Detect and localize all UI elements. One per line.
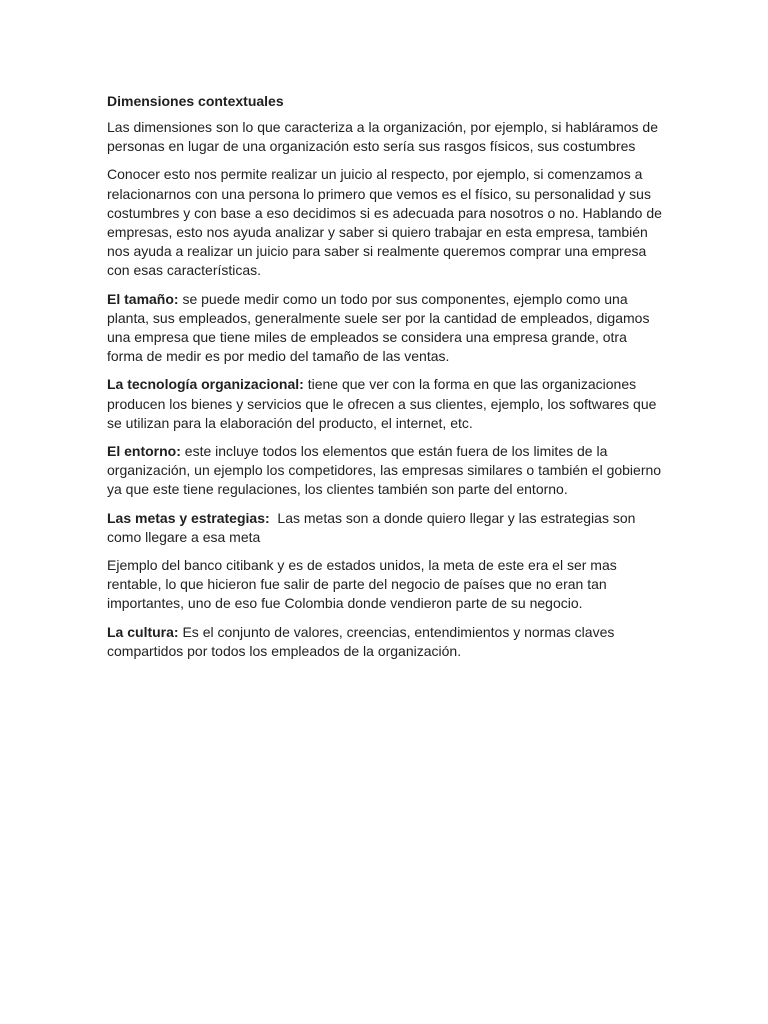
document-page (107, 92, 663, 670)
paragraph-goals-strategies (107, 509, 663, 547)
paragraph-text: tiene que ver con la forma en que las organizaciones producen los bienes y servicios que le ofrecen a sus clientes, ejemplo, los softwares que se utilizan para la elaboración del producto, el internet, etc. (107, 376, 657, 431)
paragraph-size (107, 290, 663, 367)
paragraph-definition (107, 118, 663, 156)
paragraph-technology (107, 375, 663, 433)
paragraph-label: El entorno: (107, 443, 181, 460)
paragraph-environment (107, 442, 663, 500)
paragraph-text: se puede medir como un todo por sus componentes, ejemplo como una planta, sus empleados, generalmente suele ser por la cantidad de empleados, digamos una empresa que tiene miles de empleados se considera una empresa grande, otra forma de medir es por medio del tamaño de las ventas. (107, 290, 650, 365)
paragraph-label: El tamaño: (107, 290, 179, 307)
paragraph-text: Conocer esto nos permite realizar un juicio al respecto, por ejemplo, si comenzamos a relacionarnos con una persona lo primero que vemos es el físico, su personalidad y sus costumbres y con base a eso decidimos si es adecuada para nosotros o no. Hablando de empresas, esto nos ayuda analizar y saber si quiero trabajar en esta empresa, también nos ayuda a realizar un juicio para saber si realmente queremos comprar una empresa con esas características. (107, 166, 662, 279)
paragraph-text: este incluye todos los elementos que están fuera de los limites de la organización, un ejemplo los competidores, las empresas similares o también el gobierno ya que este tiene regulaciones, los clientes también son parte del entorno. (107, 443, 662, 498)
paragraph-culture (107, 623, 663, 661)
paragraph-text: Las dimensiones son lo que caracteriza a la organización, por ejemplo, si habláramos de personas en lugar de una organización esto sería sus rasgos físicos, sus costumbres (107, 119, 658, 155)
paragraph-text: Las metas son a donde quiero llegar y las estrategias son como llegare a esa meta (107, 509, 640, 545)
paragraph-label: La tecnología organizacional: (107, 376, 304, 393)
paragraph-judgement (107, 165, 663, 280)
paragraph-text: Ejemplo del banco citibank y es de estados unidos, la meta de este era el ser mas rentable, lo que hicieron fue salir de parte del negocio de países que no eran tan importantes, uno de eso fue Colombia donde vendieron parte de su negocio. (107, 557, 617, 612)
paragraph-citibank-example (107, 556, 663, 614)
paragraph-text: Es el conjunto de valores, creencias, entendimientos y normas claves compartidos por todos los empleados de la organización. (107, 623, 615, 659)
document-title: Dimensiones contextuales (107, 93, 284, 109)
paragraph-label: La cultura: (107, 623, 179, 640)
paragraph-label: Las metas y estrategias: (107, 509, 270, 526)
